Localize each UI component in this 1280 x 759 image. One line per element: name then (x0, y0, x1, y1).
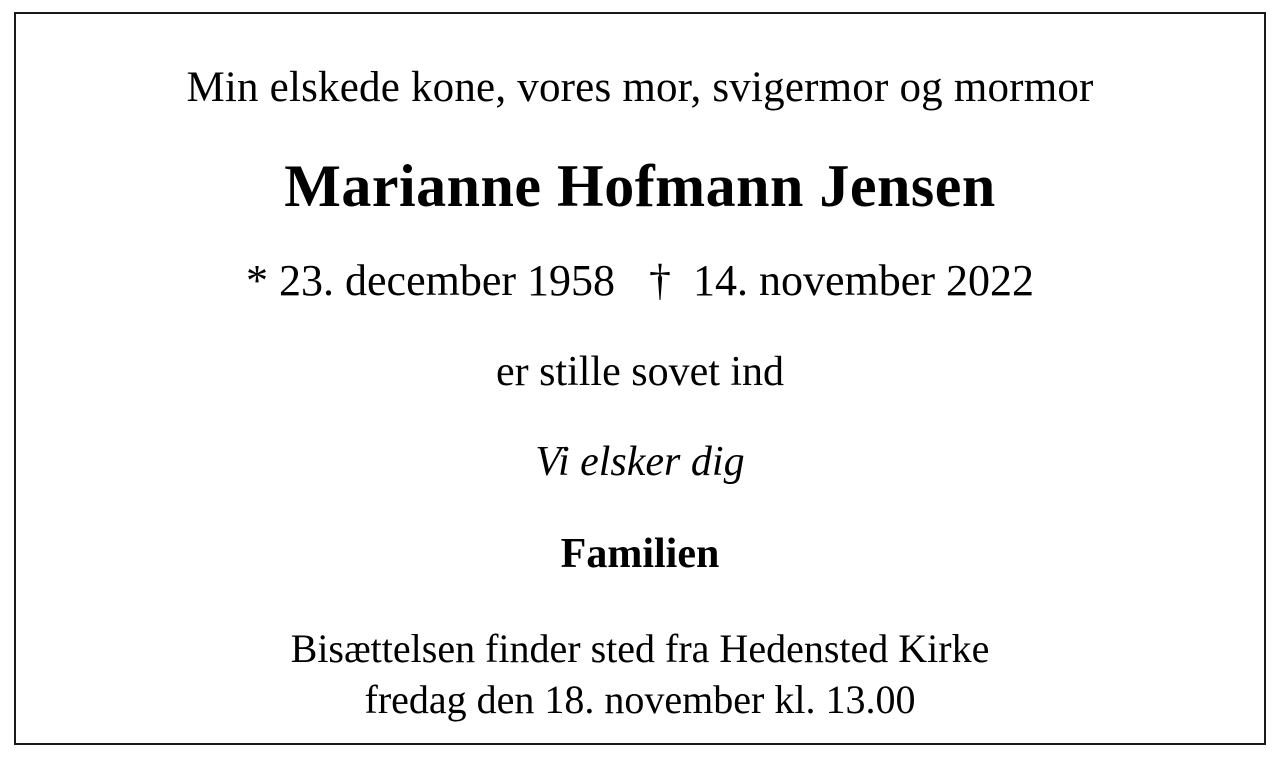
service-details (16, 623, 1264, 725)
tribute-text: Vi elsker dig (535, 438, 745, 485)
birth-date: * 23. december 1958 (246, 256, 616, 306)
relation-text: Min elskede kone, vores mor, svigermor og mormor (186, 64, 1094, 111)
passing-text: er stille sovet ind (495, 348, 785, 395)
obituary-notice (14, 12, 1266, 745)
signature-text: Familien (560, 531, 720, 578)
deceased-name: Marianne Hofmann Jensen (284, 153, 996, 220)
death-date: † 14. november 2022 (649, 256, 1034, 306)
service-line-1: Bisættelsen finder sted fra Hedensted Kirke (290, 626, 990, 672)
service-line-2: fredag den 18. november kl. 13.00 (364, 677, 916, 723)
life-dates (16, 257, 1264, 305)
